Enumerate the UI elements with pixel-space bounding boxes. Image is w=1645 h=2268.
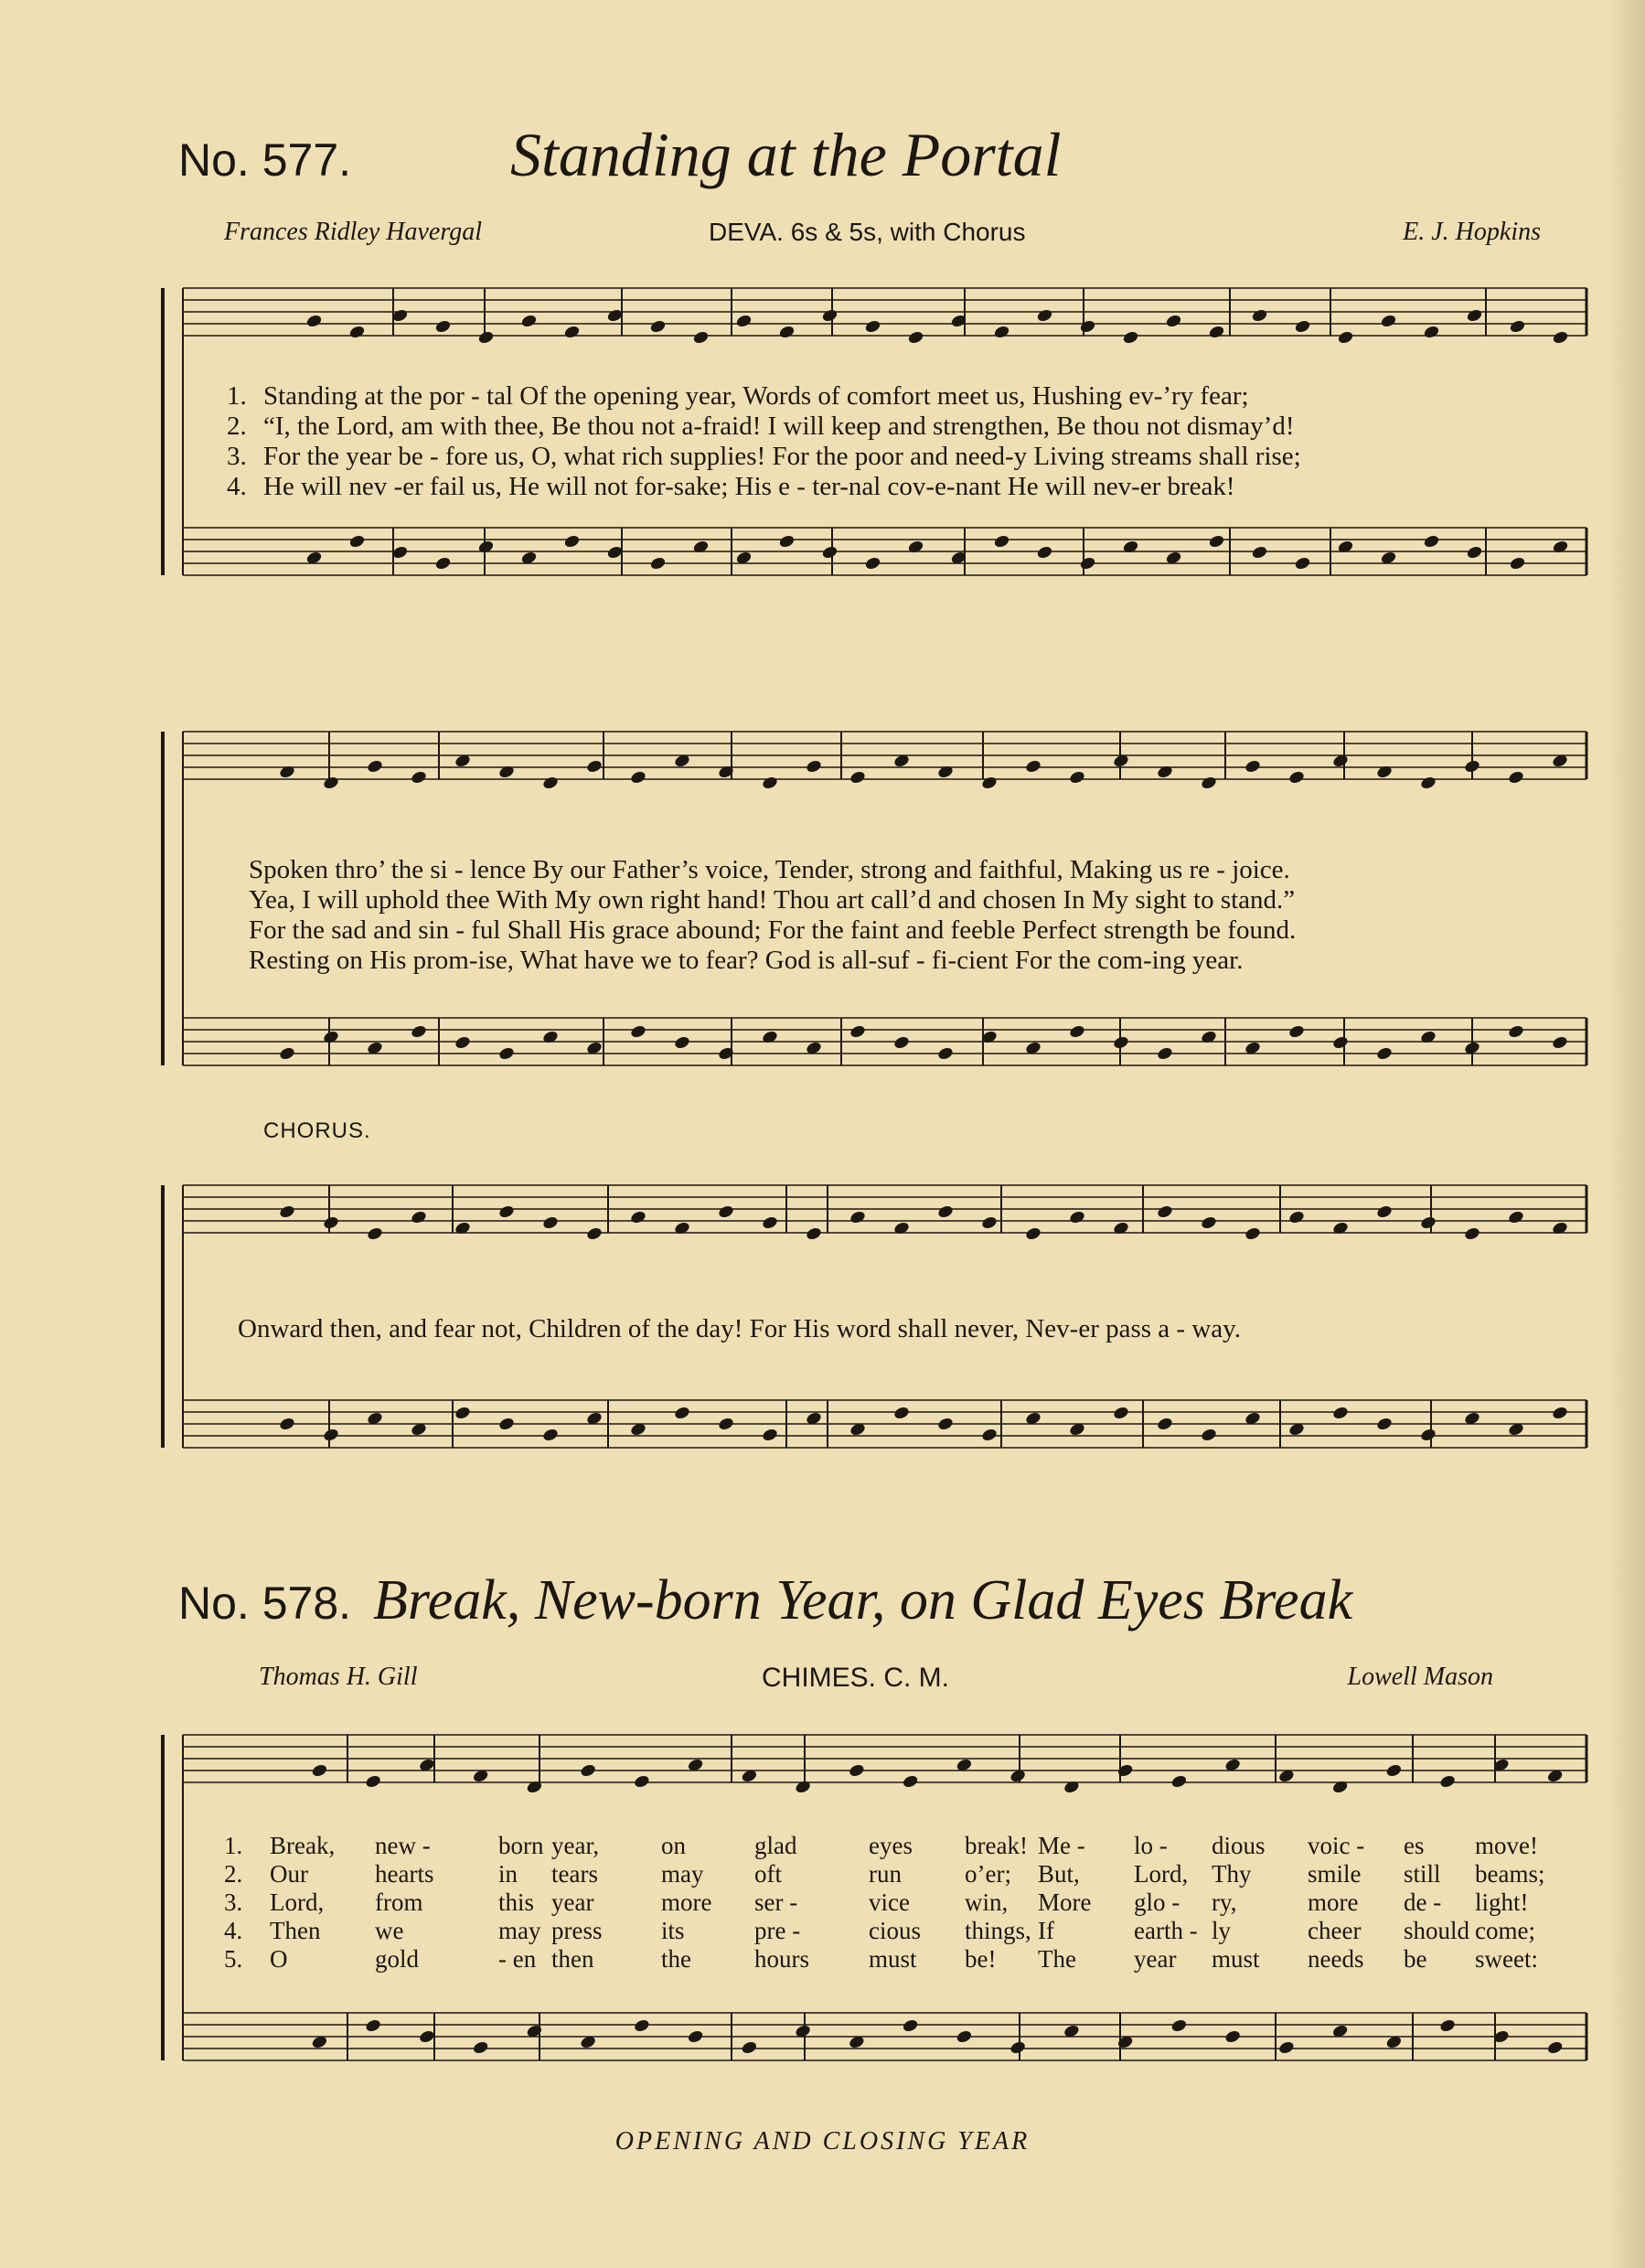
verse-syllable: in (498, 1860, 518, 1888)
note-head (1466, 545, 1483, 561)
verse-syllable: press (551, 1917, 603, 1944)
note-head (418, 2029, 435, 2045)
note-head (1380, 314, 1397, 329)
note-head (778, 534, 796, 550)
lyric-line: 4. He will nev -er fail us, He will not for-sake; His e - ter-nal cov-e-nant He will nev-er break! (227, 472, 1235, 501)
verse-number: 3. (224, 1888, 243, 1916)
note-head (717, 1417, 734, 1432)
verse-syllable: O (270, 1945, 288, 1973)
verse-syllable: cheer (1308, 1917, 1362, 1944)
verse-syllable: pre - (754, 1917, 801, 1944)
verse-syllable: beams; (1475, 1860, 1545, 1888)
verse-syllable: may (498, 1917, 541, 1944)
note-head (892, 1406, 910, 1421)
note-head (454, 1406, 471, 1421)
verse-syllable: run (869, 1860, 902, 1888)
lyric-line: 2. “I, the Lord, am with thee, Be thou not a-fraid! I will keep and strengthen, Be thou not dismay’d! (227, 412, 1295, 441)
note-head (849, 770, 866, 786)
note-head (1156, 765, 1173, 780)
verse-syllable: move! (1475, 1832, 1538, 1859)
verse-syllable: gold (375, 1945, 420, 1973)
note-head (1251, 308, 1268, 324)
note-head (541, 1030, 559, 1045)
verse-syllable: o’er; (965, 1860, 1011, 1888)
note-head (1439, 1774, 1457, 1790)
chorus-label: CHORUS. (263, 1118, 371, 1143)
note-head (454, 1221, 471, 1236)
verse-syllable: born (498, 1832, 544, 1859)
note-head (477, 540, 495, 555)
note-head (864, 556, 881, 572)
note-head (761, 1030, 778, 1045)
note-head (1509, 556, 1526, 572)
note-head (541, 1215, 559, 1231)
note-head (497, 765, 515, 780)
note-head (1507, 770, 1524, 786)
note-head (673, 1221, 690, 1236)
verse-syllable: Break, (270, 1832, 336, 1859)
lyric-line: Resting on His prom-ise, What have we to fear? God is all-suf - fi-cient For the com-ing year. (249, 946, 1244, 975)
note-head (1466, 308, 1483, 324)
verse-syllable: Lord, (270, 1888, 325, 1916)
note-head (410, 1210, 427, 1225)
verse-syllable: Thy (1212, 1860, 1252, 1888)
note-head (741, 2040, 758, 2056)
note-head (649, 556, 667, 572)
note-head (629, 1024, 646, 1040)
note-head (936, 1417, 954, 1432)
note-head (1375, 1204, 1393, 1220)
note-head (1375, 1417, 1393, 1432)
verse-syllable: still (1404, 1860, 1441, 1888)
hymn-577-system-1-lyrics (227, 381, 1301, 502)
verse-syllable: earth - (1134, 1917, 1198, 1944)
verse-syllable: win, (965, 1888, 1009, 1916)
note-head (1463, 1226, 1480, 1242)
note-head (1423, 325, 1440, 340)
note-head (1331, 1035, 1349, 1051)
note-head (1024, 1226, 1041, 1242)
note-head (1122, 330, 1139, 346)
note-head (1122, 540, 1139, 555)
verse-syllable: eyes (869, 1832, 913, 1859)
verse-syllable: the (661, 1945, 691, 1973)
verse-syllable: year (551, 1888, 594, 1916)
verse-syllable: this (498, 1888, 535, 1916)
note-head (848, 1763, 865, 1779)
note-head (526, 1780, 543, 1795)
note-head (434, 556, 452, 572)
hymn-578-composer: Lowell Mason (1347, 1663, 1493, 1691)
verse-syllable: on (661, 1832, 686, 1859)
note-head (1244, 759, 1261, 775)
note-head (1419, 1030, 1437, 1045)
note-head (454, 1035, 471, 1051)
hymn-578-tune: CHIMES. C. M. (762, 1663, 950, 1693)
note-head (1294, 319, 1311, 335)
note-head (497, 1204, 515, 1220)
verse-syllable: break! (965, 1832, 1028, 1859)
note-head (1287, 770, 1305, 786)
note-head (649, 319, 667, 335)
verse-syllable: year, (551, 1832, 600, 1859)
note-head (1507, 1210, 1524, 1225)
note-head (1244, 1226, 1261, 1242)
hymn-577-system-2-lyrics (249, 855, 1296, 976)
note-head (1024, 759, 1041, 775)
note-head (1551, 1406, 1568, 1421)
verse-syllable: es (1404, 1832, 1425, 1859)
note-head (278, 765, 295, 780)
lyric-line: For the sad and sin - ful Shall His grace abound; For the faint and feeble Perfect strength be found. (249, 915, 1297, 945)
note-head (322, 1428, 339, 1443)
note-head (365, 2018, 382, 2034)
hymn-578-number: No. 578. (178, 1578, 352, 1629)
note-head (1112, 1406, 1129, 1421)
verse-syllable: then (551, 1945, 594, 1973)
hymn-578-author: Thomas H. Gill (259, 1663, 418, 1691)
lyric-line: Yea, I will uphold thee With My own right hand! Thou art call’d and chosen In My sight to stand.” (249, 885, 1296, 915)
note-head (1036, 308, 1053, 324)
note-head (1546, 2040, 1564, 2056)
note-head (821, 308, 839, 324)
note-head (1509, 319, 1526, 335)
lyric-line: Spoken thro’ the si - lence By our Father’s voice, Tender, strong and faithful, Making us re - joice. (249, 855, 1290, 884)
note-head (1277, 2040, 1295, 2056)
note-head (761, 1215, 778, 1231)
verse-syllable: glad (754, 1832, 797, 1859)
note-head (311, 1763, 328, 1779)
note-head (1331, 1406, 1349, 1421)
page-footer: OPENING AND CLOSING YEAR (614, 2127, 1031, 2156)
note-head (1009, 2040, 1027, 2056)
verse-syllable: more (1308, 1888, 1359, 1916)
note-head (1170, 2018, 1188, 2034)
note-head (629, 770, 646, 786)
page-edge-shadow (1608, 0, 1645, 2268)
verse-number: 4. (224, 1917, 243, 1944)
note-head (849, 1024, 866, 1040)
note-head (673, 1406, 690, 1421)
note-head (541, 1428, 559, 1443)
note-head (497, 1046, 515, 1062)
verse-syllable: needs (1308, 1945, 1364, 1973)
verse-syllable: be! (965, 1945, 997, 1973)
note-head (365, 1774, 382, 1790)
verse-syllable: its (661, 1917, 685, 1944)
staves (163, 288, 1586, 2060)
note-head (563, 534, 581, 550)
note-head (410, 770, 427, 786)
note-head (1439, 2018, 1457, 2034)
verse-syllable: tears (551, 1860, 598, 1888)
note-head (1200, 1030, 1217, 1045)
note-head (497, 1417, 515, 1432)
verse-number: 5. (224, 1945, 243, 1973)
note-head (1423, 534, 1440, 550)
note-head (1068, 1024, 1085, 1040)
note-head (1156, 1204, 1173, 1220)
note-head (673, 1035, 690, 1051)
verse-syllable: light! (1475, 1888, 1529, 1916)
note-head (1331, 1780, 1349, 1795)
verse-syllable: hours (754, 1945, 809, 1973)
note-head (305, 314, 323, 329)
note-head (735, 314, 753, 329)
note-head (778, 325, 796, 340)
note-head (717, 1204, 734, 1220)
note-head (907, 330, 924, 346)
note-head (1063, 1780, 1080, 1795)
verse-syllable: ry, (1212, 1888, 1237, 1916)
note-head (1287, 1024, 1305, 1040)
note-head (1112, 1221, 1129, 1236)
verse-syllable: Lord, (1134, 1860, 1189, 1888)
note-head (1551, 1035, 1568, 1051)
note-head (902, 2018, 919, 2034)
verse-number: 1. (224, 1832, 243, 1859)
note-head (410, 1024, 427, 1040)
hymn-577-number: No. 577. (178, 134, 352, 186)
verse-syllable: be (1404, 1945, 1427, 1973)
note-head (761, 1428, 778, 1443)
note-head (692, 330, 710, 346)
note-head (629, 1210, 646, 1225)
note-head (1068, 1210, 1085, 1225)
note-head (1419, 1215, 1437, 1231)
note-head (1165, 314, 1182, 329)
verse-syllable: ly (1212, 1917, 1232, 1944)
verse-syllable: things, (965, 1917, 1031, 1944)
note-head (980, 1428, 998, 1443)
note-head (936, 765, 954, 780)
note-head (1116, 1763, 1134, 1779)
note-head (1200, 1428, 1217, 1443)
note-head (1331, 1221, 1349, 1236)
verse-syllable: lo - (1134, 1832, 1168, 1859)
note-head (633, 2018, 650, 2034)
verse-syllable: - en (498, 1945, 537, 1973)
note-head (1385, 1763, 1403, 1779)
note-heads (278, 308, 1569, 2056)
note-head (1251, 545, 1268, 561)
note-head (1079, 556, 1096, 572)
note-head (864, 319, 881, 335)
verse-syllable: sweet: (1475, 1945, 1538, 1973)
note-head (633, 1774, 650, 1790)
note-head (278, 1046, 295, 1062)
note-head (1068, 770, 1085, 786)
note-head (1079, 319, 1096, 335)
note-head (1170, 1774, 1188, 1790)
verse-syllable: come; (1475, 1917, 1535, 1944)
hymn-577-author: Frances Ridley Havergal (224, 218, 482, 246)
note-head (1036, 545, 1053, 561)
note-head (520, 314, 538, 329)
note-head (1337, 330, 1354, 346)
note-head (1551, 1221, 1568, 1236)
note-head (366, 759, 383, 775)
verse-number: 2. (224, 1860, 243, 1888)
note-head (902, 1774, 919, 1790)
note-head (805, 759, 822, 775)
verse-syllable: ser - (754, 1888, 798, 1916)
note-head (541, 776, 559, 791)
hymn-578-header (178, 1568, 1550, 1633)
note-head (585, 759, 603, 775)
verse-syllable: hearts (375, 1860, 434, 1888)
note-head (821, 545, 839, 561)
lyric-line: 3. For the year be - fore us, O, what rich supplies! For the poor and need-y Living streams shall rise; (227, 442, 1301, 471)
lyric-line: 1. Standing at the por - tal Of the opening year, Words of comfort meet us, Hushing ev-’ry fear; (227, 381, 1249, 411)
note-head (907, 540, 924, 555)
verse-syllable: smile (1308, 1860, 1362, 1888)
note-head (805, 1226, 822, 1242)
verse-syllable: should (1404, 1917, 1470, 1944)
note-head (980, 1215, 998, 1231)
note-head (956, 2029, 973, 2045)
note-head (795, 1780, 812, 1795)
note-head (1419, 776, 1437, 791)
note-head (993, 534, 1010, 550)
verse-syllable: More (1038, 1888, 1092, 1916)
note-head (692, 540, 710, 555)
verse-syllable: vice (869, 1888, 910, 1916)
verse-syllable: from (375, 1888, 423, 1916)
note-head (348, 534, 366, 550)
hymn-577-tune: DEVA. 6s & 5s, with Chorus (709, 218, 1026, 246)
verse-syllable: The (1038, 1945, 1076, 1973)
note-head (1208, 325, 1225, 340)
verse-syllable: Then (270, 1917, 321, 1944)
note-head (1287, 1210, 1305, 1225)
verse-syllable: de - (1404, 1888, 1442, 1916)
verse-syllable: may (661, 1860, 704, 1888)
verse-syllable: cious (869, 1917, 921, 1944)
note-head (348, 325, 366, 340)
verse-syllable: we (375, 1917, 404, 1944)
note-head (1507, 1024, 1524, 1040)
hymn-578-credits (259, 1663, 1493, 1699)
note-head (1200, 1215, 1217, 1231)
verse-syllable: But, (1038, 1860, 1080, 1888)
note-head (477, 330, 495, 346)
chorus-lyrics: Onward then, and fear not, Children of the day! For His word shall never, Nev-er pass a - way. (238, 1314, 1242, 1343)
note-head (366, 1226, 383, 1242)
note-head (1208, 534, 1225, 550)
note-head (892, 1221, 910, 1236)
note-head (1419, 1428, 1437, 1443)
verse-syllable: oft (754, 1860, 782, 1888)
verse-syllable: dious (1212, 1832, 1266, 1859)
note-head (563, 325, 581, 340)
verse-syllable: year (1134, 1945, 1177, 1973)
note-head (1156, 1046, 1173, 1062)
note-head (1294, 556, 1311, 572)
note-head (993, 325, 1010, 340)
hymn-577-title: Standing at the Portal (510, 120, 1062, 189)
note-head (1375, 765, 1393, 780)
note-head (1375, 1046, 1393, 1062)
verse-syllable: voic - (1308, 1832, 1365, 1859)
note-head (278, 1204, 295, 1220)
verse-syllable: more (661, 1888, 712, 1916)
note-head (936, 1046, 954, 1062)
note-head (322, 1030, 339, 1045)
verse-syllable: Our (270, 1860, 308, 1888)
verse-syllable: Me - (1038, 1832, 1085, 1859)
note-head (580, 1763, 597, 1779)
note-head (936, 1204, 954, 1220)
verse-syllable: glo - (1134, 1888, 1180, 1916)
note-head (434, 319, 452, 335)
note-head (687, 2029, 704, 2045)
hymn-577-composer: E. J. Hopkins (1403, 218, 1541, 246)
note-head (1552, 540, 1569, 555)
note-head (1156, 1417, 1173, 1432)
note-head (322, 1215, 339, 1231)
note-head (278, 1417, 295, 1432)
note-head (761, 776, 778, 791)
note-head (1552, 330, 1569, 346)
verse-syllable: If (1038, 1917, 1054, 1944)
note-head (1200, 776, 1217, 791)
note-head (1337, 540, 1354, 555)
verse-syllable: new - (375, 1832, 431, 1859)
note-head (849, 1210, 866, 1225)
note-head (585, 1226, 603, 1242)
note-head (892, 1035, 910, 1051)
hymn-578-title: Break, New-born Year, on Glad Eyes Break (373, 1569, 1353, 1631)
note-head (472, 2040, 489, 2056)
verse-syllable: must (1212, 1945, 1260, 1973)
verse-syllable: must (869, 1945, 917, 1973)
note-head (322, 776, 339, 791)
note-head (1224, 2029, 1242, 2045)
